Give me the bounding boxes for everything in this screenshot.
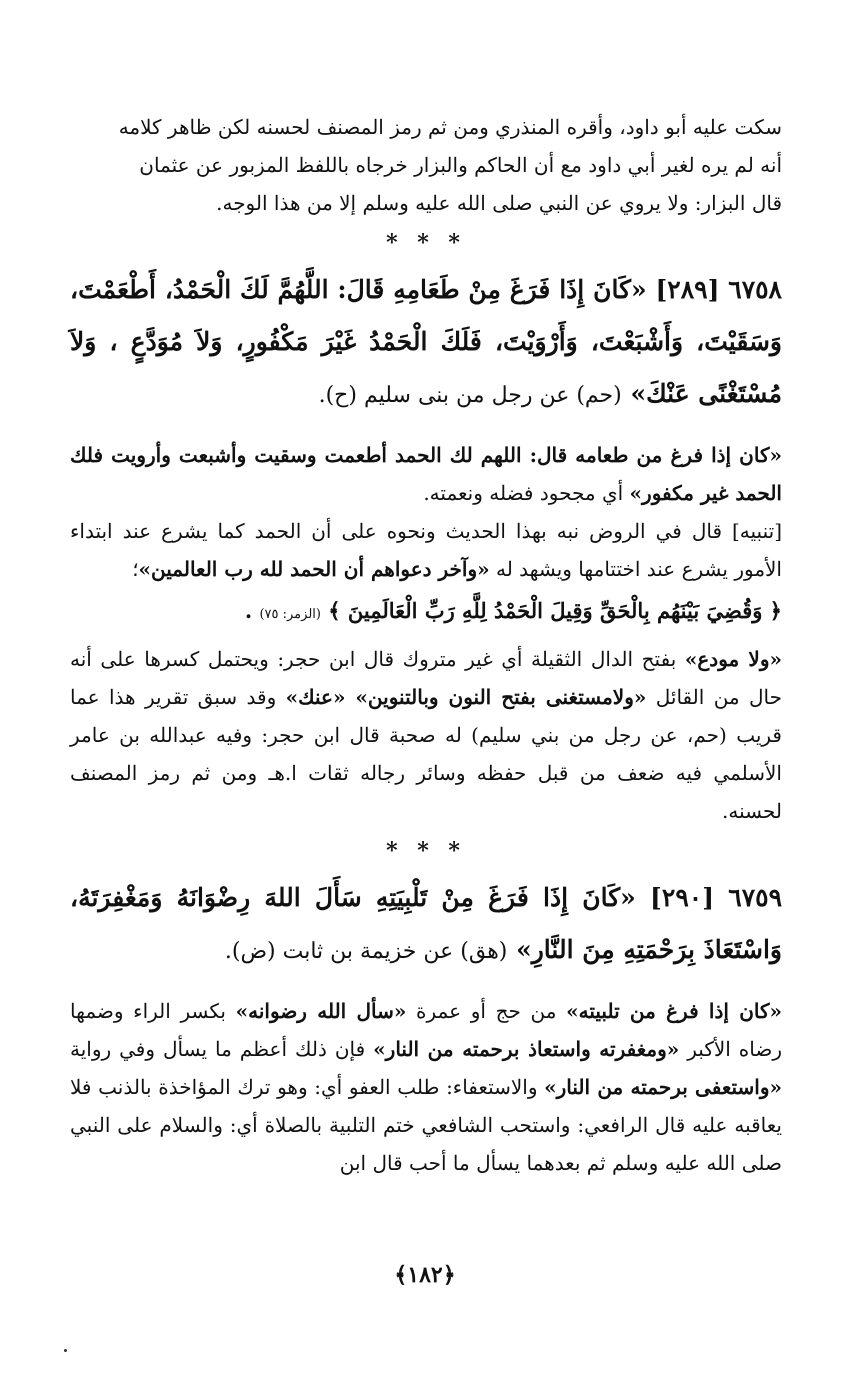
hadith-6758-ref: (حم) عن رجل من بنى سليم (ح).: [318, 383, 622, 408]
hadith-6759: [70, 872, 782, 978]
hadith-6759-ref: (هق) عن خزيمة بن ثابت (ض).: [224, 939, 508, 964]
top-paragraph: [70, 108, 782, 222]
c6759-b2: «سأل الله رضوانه»: [235, 999, 407, 1023]
p3-text-2: وقد سبق تقرير هذا عما قريب (حم، عن رجل من بني سليم) له صحبة قال ابن حجر: وفيه عبدالله بن عامر الأسلمي فيه ضعف من قبل حفظه وسائر رجاله ثقات ا.هـ ومن ثم رمز المصنف لحسنه.: [70, 685, 782, 823]
top-line-2: أنه لم يره لغير أبي داود مع أن الحاكم والبزار خرجاه باللفظ المزبور عن عثمان: [139, 153, 782, 177]
scan-speck: [64, 1349, 67, 1352]
top-line-1: سكت عليه أبو داود، وأقره المنذري ومن ثم رمز المصنف لحسنه لكن ظاهر كلامه: [118, 115, 782, 139]
page-number: ﴿١٨٢﴾: [394, 1262, 456, 1288]
hadith-6758-text: ٦٧٥٨ [٢٨٩] «كَانَ إِذَا فَرَغَ مِنْ طَعَامِهِ قَالَ: اللَّهُمَّ لَكَ الْحَمْدُ، أَطْعَمْتَ، وَسَقَيْتَ، وَأَشْبَعْتَ، وَأَرْوَيْتَ، فَلَكَ الْحَمْدُ غَيْرَ مَكْفُورٍ، وَلاَ مُوَدَّعٍ ، وَلاَ مُسْتَغْنًى عَنْكَ»: [70, 275, 782, 408]
c6759-b1: «كان إذا فرغ من تلبيته»: [566, 999, 782, 1023]
commentary-6758-quote: «كان إذا فرغ من طعامه قال: اللهم لك الحمد أطعمت وسقيت وأشبعت وأرويت فلك الحمد غير مكفور»: [70, 443, 782, 505]
note-end: ؛: [132, 557, 139, 581]
hadith-6759-text: ٦٧٥٩ [٢٩٠] «كَانَ إِذَا فَرَغَ مِنْ تَلْبِيَتِهِ سَأَلَ اللهَ رِضْوَانَهُ وَمَغْفِرَتَهُ، وَاسْتَعَاذَ بِرَحْمَتِهِ مِنَ النَّارِ»: [70, 883, 782, 964]
commentary-6758-p1: [70, 436, 782, 512]
book-page: [70, 108, 782, 1182]
c6759-t4: والاستعفاء: طلب العفو أي: وهو ترك المؤاخذة بالذنب فلا يعاقبه عليه قال الرافعي: واستحب الشافعي ختم التلبية بالصلاة أي: والسلام على النبي صلى الله عليه وسلم ثم بعدهما يسأل ما أحب قال ابن: [70, 1075, 782, 1175]
c6759-b4: «واستعفى برحمته من النار»: [544, 1075, 782, 1099]
p3-text-1: بفتح الدال الثقيلة أي غير متروك قال ابن حجر: ويحتمل كسرها على أنه حال من القائل: [70, 647, 783, 709]
term-wala-muwadda: «ولا مودع»: [684, 647, 782, 671]
c6759-b3: «ومغفرته واستعاذ برحمته من النار»: [373, 1037, 680, 1061]
commentary-6759: [70, 992, 782, 1182]
c6759-t1: من حج أو عمرة: [406, 999, 567, 1023]
commentary-6758-p3: [70, 640, 782, 830]
commentary-6758-gloss: أي مجحود فضله ونعمته.: [423, 481, 630, 505]
note-text: [تنبيه] قال في الروض نبه بهذا الحديث ونحوه على أن الحمد كما يشرع عند ابتداء الأمور يشرع عند اختتامها ويشهد له: [70, 519, 782, 581]
top-line-3: قال البزار: ولا يروي عن النبي صلى الله عليه وسلم إلا من هذا الوجه.: [216, 191, 782, 215]
quran-verse-tail: .: [244, 598, 253, 623]
c6759-t2: بكسر الراء وضمها رضاه الأكبر: [70, 999, 783, 1061]
hadith-6758: [70, 264, 782, 422]
c6759-t3: فإن ذلك أعظم ما يسأل وفي رواية: [70, 1037, 374, 1061]
note-quote: «وآخر دعواهم أن الحمد لله رب العالمين»: [138, 557, 490, 581]
section-separator-2: * * *: [386, 838, 466, 864]
commentary-6758-note: [70, 512, 782, 588]
term-mustaghna: «ولامستغنى بفتح النون وبالتنوين» «عنك»: [285, 685, 647, 709]
section-separator: * * *: [386, 230, 466, 256]
quran-verse-text: ﴿ وَقُضِيَ بَيْنَهُم بِالْحَقِّ وَقِيلَ الْحَمْدُ لِلَّهِ رَبِّ الْعَالَمِينَ ﴾: [328, 598, 782, 623]
quran-verse: [70, 590, 782, 636]
quran-verse-ref: (الزمر: ٧٥): [259, 607, 321, 622]
